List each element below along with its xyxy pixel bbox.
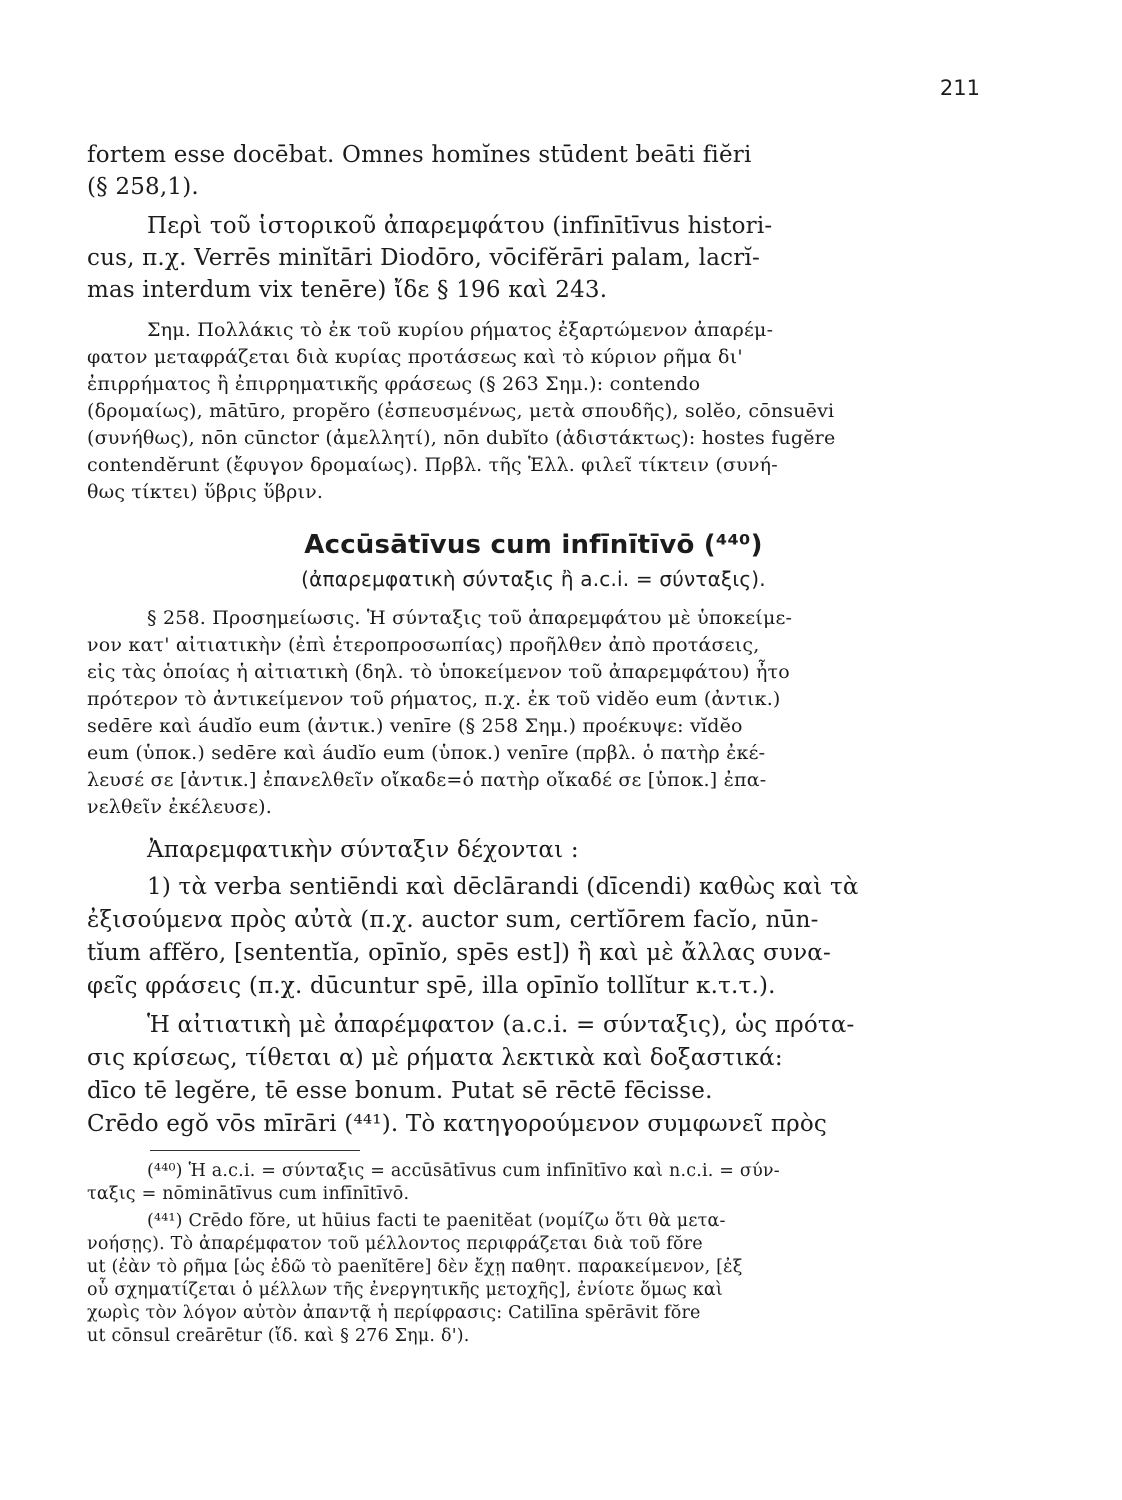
text-line: Crēdo egŏ vōs mīrāri (⁴⁴¹). Τὸ κατηγορούμενον συμφωνεῖ πρὸς <box>87 1111 828 1137</box>
text-line: (§ 258,1). <box>87 174 199 200</box>
section-title: Accūsātīvus cum infīnītīvō (⁴⁴⁰) <box>304 530 763 560</box>
paragraph-258-line: πρότερον τὸ ἀντικείμενον τοῦ ρήματος, π.χ. ἐκ τοῦ vidĕo eum (ἀντικ.) <box>87 688 781 710</box>
text-line: 1) τὰ verba sentiēndi καὶ dēclārandi (dīcendi) καθὼς καὶ τὰ <box>147 874 859 900</box>
section-subtitle: (ἀπαρεμφατικὴ σύνταξις ἢ a.c.i. = σύνταξις). <box>301 567 766 591</box>
footnote-line: χωρὶς τὸν λόγον αὐτὸν ἀπαντᾷ ἡ περίφρασις: Catilīna spērāvit fŏre <box>87 1303 701 1323</box>
paragraph-258-line: § 258. Προσημείωσις. Ἡ σύνταξις τοῦ ἀπαρεμφάτου μὲ ὑποκείμε- <box>147 607 793 629</box>
footnote-line: οὗ σχηματίζεται ὁ μέλλων τῆς ἐνεργητικῆς μετοχῆς], ἐνίοτε ὅμως καὶ <box>87 1280 723 1300</box>
text-line: tĭum affĕro, [sententĭa, opīnĭo, spēs est]) ἢ καὶ μὲ ἄλλας συνα- <box>87 940 831 966</box>
footnote-line: ut cōnsul creārētur (ἴδ. καὶ § 276 Σημ. δ'). <box>87 1326 470 1346</box>
footnote-line: νοήσῃς). Τὸ ἀπαρέμφατον τοῦ μέλλοντος περιφράζεται διὰ τοῦ fŏre <box>87 1234 703 1254</box>
footnote-line: (⁴⁴¹) Crēdo fŏre, ut hūius facti te paenitĕat (νομίζω ὅτι θὰ μετα- <box>147 1211 726 1231</box>
text-line: Ἀπαρεμφατικὴν σύνταξιν δέχονται : <box>147 837 579 863</box>
text-line: σις κρίσεως, τίθεται α) μὲ ρήματα λεκτικὰ καὶ δοξαστικά: <box>87 1045 783 1071</box>
paragraph-258-line: νον κατ' αἰτιατικὴν (ἐπὶ ἑτεροπροσωπίας) προῆλθεν ἀπὸ προτάσεις, <box>87 634 760 656</box>
paragraph-258-line: λευσέ σε [ἀντικ.] ἐπανελθεῖν οἴκαδε=ὁ πατὴρ οἴκαδέ σε [ὑποκ.] ἐπα- <box>87 769 767 791</box>
paragraph-258-line: εἰς τὰς ὁποίας ἡ αἰτιατικὴ (δηλ. τὸ ὑποκείμενον τοῦ ἀπαρεμφάτου) ἦτο <box>87 661 790 683</box>
text-line: φεῖς φράσεις (π.χ. dūcuntur spē, illa opīnĭo tollĭtur κ.τ.τ.). <box>87 973 776 999</box>
note-line: θως τίκτει) ὕβρις ὕβριν. <box>87 481 324 503</box>
text-line: Ἡ αἰτιατικὴ μὲ ἀπαρέμφατον (a.c.i. = σύνταξις), ὡς πρότα- <box>147 1012 855 1038</box>
paragraph-258-line: eum (ὑποκ.) sedēre καὶ áudĭo eum (ὑποκ.) venīre (πρβλ. ὁ πατὴρ ἐκέ- <box>87 742 766 764</box>
note-line: (δρομαίως), mātūro, propĕro (ἐσπευσμένως, μετὰ σπουδῆς), solĕo, cōnsuēvi <box>87 400 835 422</box>
text-line: Περὶ τοῦ ἱστορικοῦ ἀπαρεμφάτου (infīnītīvus histori- <box>147 213 773 239</box>
note-line: (συνήθως), nōn cūnctor (ἀμελλητί), nōn dubĭto (ἀδιστάκτως): hostes fugĕre <box>87 427 836 449</box>
paragraph-258-line: νελθεῖν ἐκέλευσε). <box>87 796 272 818</box>
page-number: 211 <box>939 76 980 100</box>
footnote-line: (⁴⁴⁰) Ἡ a.c.i. = σύνταξις = accūsātīvus cum infīnītīvo καὶ n.c.i. = σύν- <box>147 1161 780 1181</box>
footnote-line: ut (ἐὰν τὸ ρῆμα [ὡς ἐδῶ τὸ paenĭtēre] δὲν ἔχῃ παθητ. παρακείμενον, [ἐξ <box>87 1257 743 1277</box>
note-line: φατον μεταφράζεται διὰ κυρίας προτάσεως καὶ τὸ κύριον ρῆμα δι' <box>87 346 743 368</box>
footnote-line: ταξις = nōminātīvus cum infīnītīvō. <box>87 1184 410 1204</box>
text-line: dīco tē legĕre, tē esse bonum. Putat sē rēctē fēcisse. <box>87 1078 713 1104</box>
text-line: cus, π.χ. Verrēs minĭtāri Diodōro, vōcifĕrāri palam, lacrĭ- <box>87 245 760 271</box>
note-line: contendĕrunt (ἔφυγον δρομαίως). Πρβλ. τῆς Ἑλλ. φιλεῖ τίκτειν (συνή- <box>87 454 778 476</box>
note-line: Σημ. Πολλάκις τὸ ἐκ τοῦ κυρίου ρήματος ἐξαρτώμενον ἀπαρέμ- <box>147 319 774 341</box>
text-line: fortem esse docēbat. Omnes homĭnes stūdent beāti fiĕri <box>87 142 752 168</box>
paragraph-258-line: sedēre καὶ áudĭo eum (ἀντικ.) venīre (§ 258 Σημ.) προέκυψε: vĭdĕo <box>87 715 743 737</box>
footnote-divider <box>150 1150 360 1151</box>
text-line: mas interdum vix tenēre) ἴδε § 196 καὶ 243. <box>87 277 608 303</box>
note-line: ἐπιρρήματος ἢ ἐπιρρηματικῆς φράσεως (§ 263 Σημ.): contendo <box>87 373 701 395</box>
text-line: ἐξισούμενα πρὸς αὐτὰ (π.χ. auctor sum, certĭōrem facĭo, nūn- <box>87 907 819 933</box>
